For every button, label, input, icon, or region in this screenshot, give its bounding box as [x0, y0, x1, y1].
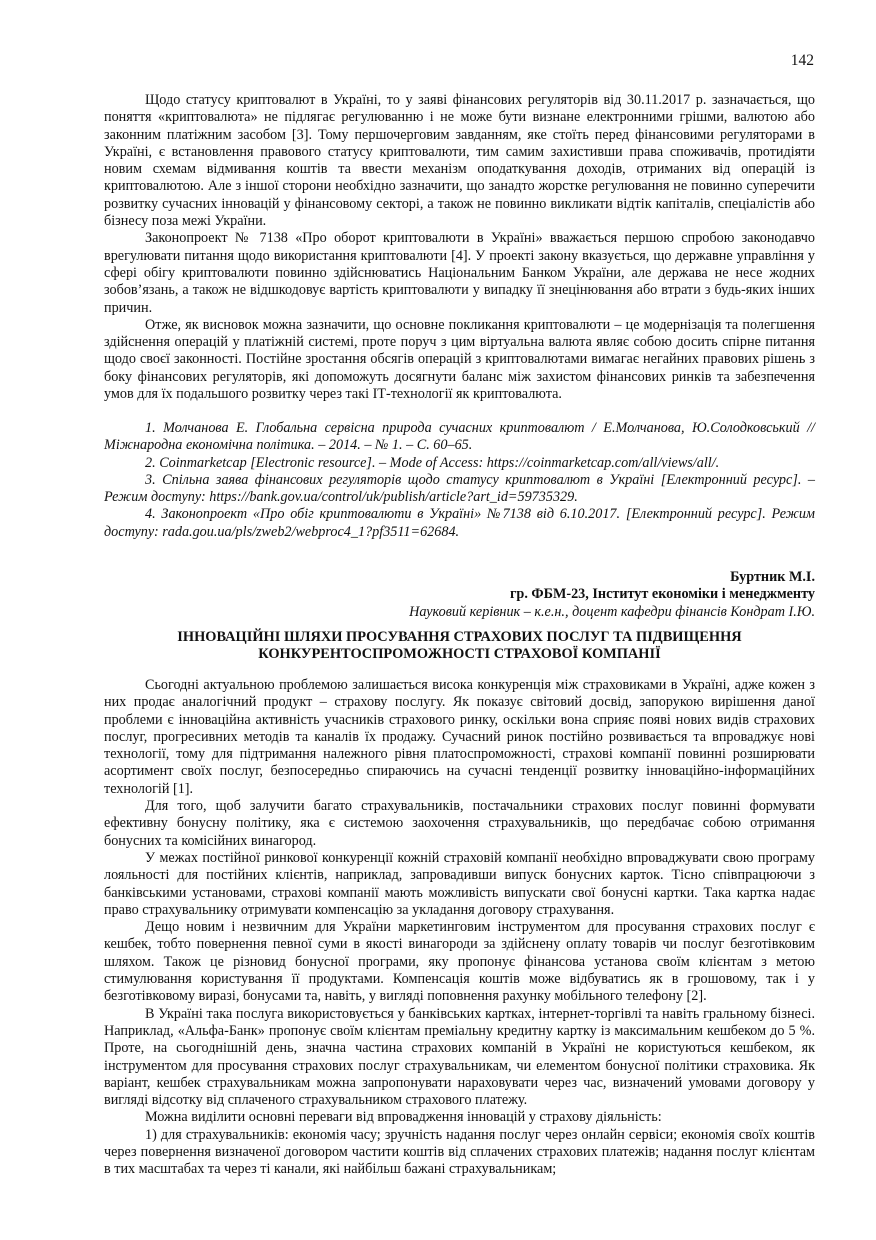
reference-item: 3. Спільна заява фінансових регуляторів щодо статусу криптовалют в Україні [Електронний ресурс]. – Режим доступу: https://bank.gov.ua/control/uk/publish/article?art_id=59735329.	[104, 471, 815, 506]
author-name: Буртник М.І.	[730, 569, 815, 585]
reference-item: 2. Coinmarketcap [Electronic resource]. – Mode of Access: https://coinmarketcap.com/all/views/all/.	[145, 454, 720, 471]
article-title	[104, 629, 815, 664]
paragraph: У межах постійної ринкової конкуренції кожній страховій компанії необхідно впроваджувати свою програму лояльності для постійних клієнтів, наприклад, запровадивши випуск бонусних карток. Тісно співпрацюючи з банківськими установами, страхові компанії мають можливість випускати свої бонусні картки. Така картка надає право страхувальнику отримувати компенсацію за укладання договору страхування.	[104, 849, 815, 918]
paragraph: 1) для страхувальників: економія часу; зручність надання послуг через онлайн сервіси; економія своїх коштів через повернення визначеної договором частити коштів від сплачених страхових платежів; надання послуг клієнтам в тих масштабах та через ті канали, які найбільш бажані страхувальникам;	[104, 1126, 815, 1178]
article-body	[104, 677, 815, 1179]
paragraph: Сьогодні актуальною проблемою залишається висока конкуренція між страховиками в Україні, адже кожен з них продає аналогічний продукт – страхову послугу. Як показує світовий досвід, запорукою вирішення даної проблеми є інноваційна активність учасників страхового ринку, оскільки вона сприяє появі нових видів страхових послуг, прогресивних методів та каналів їх продажу. Сучасний ринок постійно розвивається та впроваджує нові технології, тому для підтримання належного рівня платоспроможності, страхові компанії повинні розширювати асортимент своїх послуг, безпосередньо спираючись на сучасні тенденції розвитку інноваційно-інформаційних технологій [1].	[104, 677, 815, 797]
paragraph: Отже, як висновок можна зазначити, що основне покликання криптовалюти – це модернізація та полегшення здійснення операцій у платіжній системі, проте поруч з цим віртуальна валюта являє собою досить спірне питання щодо своєї законності. Постійне зростання обсягів операцій з криптовалютами вимагає негайних правових рішень з боку фінансових регуляторів, які допоможуть досягнути баланс між захистом фінансових ринків та забезпечення умов для їх подальшого розвитку через такі ІТ-технології як криптовалюта.	[104, 316, 815, 403]
author-affiliation: гр. ФБМ-23, Інститут економіки і менеджменту	[509, 586, 815, 603]
paragraph: Можна виділити основні переваги від впровадження інновацій у страхову діяльність:	[145, 1109, 662, 1126]
title-line: КОНКУРЕНТОСПРОМОЖНОСТІ СТРАХОВОЇ КОМПАНІЇ	[258, 646, 661, 663]
section-1-body	[104, 92, 815, 403]
paragraph: Для того, щоб залучити багато страхувальників, постачальники страхових послуг повинні формувати ефективну бонусну політику, яка є системою заохочення страхувальників, що передбачає собою отримання бонусних та комісійних винагород.	[104, 798, 815, 849]
paragraph: Дещо новим і незвичним для України маркетинговим інструментом для просування страхових послуг є кешбек, тобто повернення певної суми в якості винагороди за здійснену оплату товарів чи послуг безготівковим шляхом. Також це різновид бонусної програми, яку пропонує фінансова установа своїм клієнтам з метою стимулювання користування її продуктами. Компенсація коштів може відбуватись як в грошовому, так і у безготівковому виразі, бонусами та, навіть, у вигляді поповнення рахунку мобільного телефону [2].	[104, 919, 815, 1005]
paragraph: Законопроект № 7138 «Про оборот криптовалюти в Україні» вважається першою спробою законодавчо врегулювати питання щодо використання криптовалюти [4]. У проекті закону вказується, що державне управління у сфері обігу криптовалюти повинно здійснюватись Національним Банком України, але держава не несе жодних зобов’язань, а також не відшкодовує вартість криптовалюти у випадку її знецінювання або втрати з будь-яких інших причин.	[104, 230, 815, 316]
scientific-supervisor: Науковий керівник – к.е.н., доцент кафедри фінансів Кондрат І.Ю.	[409, 603, 815, 620]
paragraph: В Україні така послуга використовується у банківських картках, інтернет-торгівлі та навіть гральному бізнесі. Наприклад, «Альфа-Банк» пропонує своїм клієнтам преміальну кредитну картку із максимальним кешбеком до 5 %. Проте, на сьогоднішній день, значна частина страхових компаній в Україні не користуються кешбеком, як інструментом для просування страхових послуг страхувальникам, чи елементом бонусної політики страховика. Як варіант, кешбек страхувальникам можна запропонувати нараховувати через час, визначений умовами договору у вигляді відсотку від сплаченого страхувальником страхового платежу.	[104, 1005, 815, 1109]
reference-item: 1. Молчанова Е. Глобальна сервісна природа сучасних криптовалют / Е.Молчанова, Ю.Солодковський // Міжнародна економічна політика. – 2014. – № 1. – С. 60–65.	[104, 420, 815, 454]
references-list	[104, 420, 815, 541]
paragraph: Щодо статусу криптовалют в Україні, то у заяві фінансових регуляторів від 30.11.2017 р. зазначається, що поняття «криптовалюта» не підлягає регулюванню і не може бути визнане електронними грішми, валютою або законним платіжним засобом [3]. Тому першочерговим завданням, яке стоїть перед фінансовими регуляторами в Україні, є встановлення правового статусу криптовалюти, тим самим захистивши права споживачів, протидіяти новим схемам відмивання коштів та ввести механізм оподаткування доходів, отриманих від операцій із криптовалютою. Але з іншої сторони необхідно зазначити, що занадто жорстке регулювання не повинно суперечити розвитку сучасних інновацій у фінансовому секторі, а також не повинно викликати відтік капіталів, спеціалістів або бізнесу поза межі України.	[104, 92, 815, 230]
title-line: ІННОВАЦІЙНІ ШЛЯХИ ПРОСУВАННЯ СТРАХОВИХ ПОСЛУГ ТА ПІДВИЩЕННЯ	[177, 629, 742, 645]
author-block	[104, 569, 815, 621]
reference-item: 4. Законопроект «Про обіг криптовалюти в Україні» №7138 від 6.10.2017. [Електронний ресурс]. Режим доступу: rada.gou.ua/pls/zweb2/webproc4_1?pf3511=62684.	[104, 506, 815, 540]
page-number: 142	[790, 52, 814, 69]
